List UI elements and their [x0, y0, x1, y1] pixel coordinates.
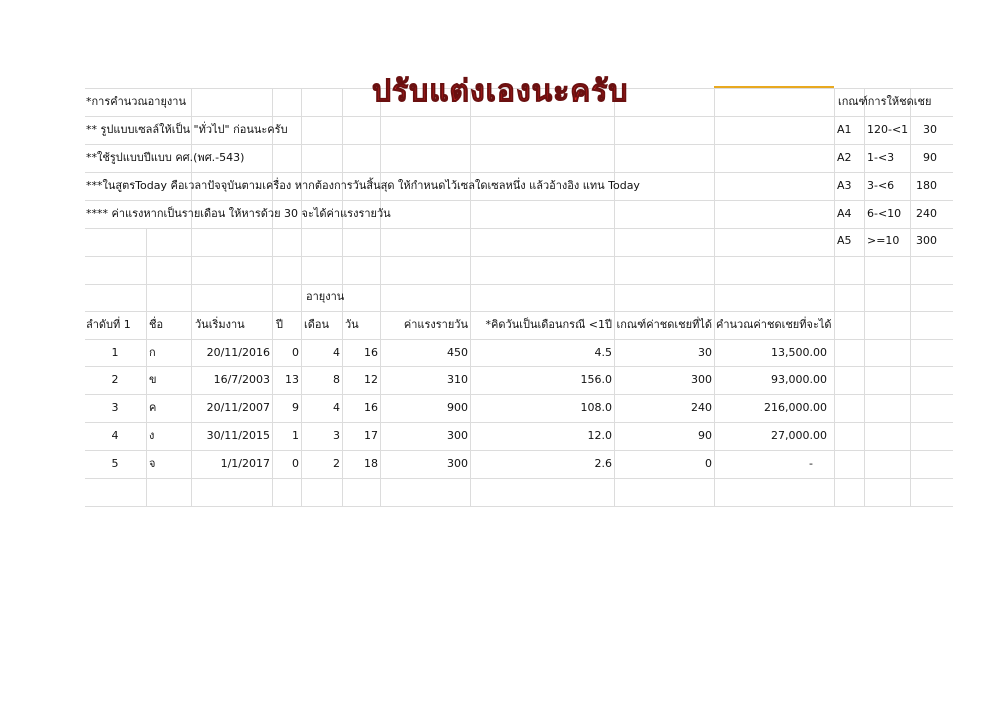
cell-criteria[interactable]: 240 [691, 401, 712, 414]
cell-start-date[interactable]: 20/11/2016 [206, 346, 270, 359]
gridline [470, 88, 471, 507]
cell-months[interactable]: 2 [333, 457, 340, 470]
gridline [714, 88, 715, 507]
cell-months-calc[interactable]: 12.0 [587, 429, 612, 442]
cell-name[interactable]: จ [149, 457, 156, 470]
criteria-code[interactable]: A5 [837, 234, 852, 247]
cell-years[interactable]: 13 [285, 373, 299, 386]
gridline [272, 88, 273, 507]
gridline [614, 88, 615, 507]
cell-months-calc[interactable]: 2.6 [594, 457, 612, 470]
cell-no[interactable]: 5 [111, 457, 119, 470]
gridline [834, 88, 835, 507]
cell-months[interactable]: 3 [333, 429, 340, 442]
criteria-code[interactable]: A2 [837, 151, 852, 164]
gridline [85, 172, 953, 173]
cell-name[interactable]: ก [149, 346, 156, 359]
cell-no[interactable]: 3 [111, 401, 119, 414]
criteria-days[interactable]: 240 [916, 207, 937, 220]
cell-daily-wage[interactable]: 900 [447, 401, 468, 414]
cell-name[interactable]: ง [149, 429, 155, 442]
cell-days[interactable]: 18 [364, 457, 378, 470]
cell-no[interactable]: 4 [111, 429, 119, 442]
gridline [85, 506, 953, 507]
gridline [85, 422, 953, 423]
criteria-header[interactable]: เกณฑ์การให้ชดเชย [838, 95, 932, 108]
cell-months-calc[interactable]: 156.0 [580, 373, 612, 386]
cell-days[interactable]: 16 [364, 401, 378, 414]
cell-start-date[interactable]: 16/7/2003 [213, 373, 270, 386]
gridline [85, 228, 953, 229]
cell-no[interactable]: 2 [111, 373, 119, 386]
cell-daily-wage[interactable]: 450 [447, 346, 468, 359]
gridline [85, 394, 953, 395]
cell-months-calc[interactable]: 4.5 [594, 346, 612, 359]
cell-start-date[interactable]: 1/1/2017 [220, 457, 270, 470]
group-header-work-age[interactable]: อายุงาน [306, 290, 345, 303]
overlay-title: ปรับแต่งเองนะครับ [372, 74, 629, 109]
gridline [85, 144, 953, 145]
criteria-range[interactable]: >=10 [867, 234, 900, 247]
cell-months[interactable]: 4 [333, 401, 340, 414]
gridline [85, 450, 953, 451]
cell-no[interactable]: 1 [111, 346, 119, 359]
cell-start-date[interactable]: 20/11/2007 [206, 401, 270, 414]
cell-criteria[interactable]: 90 [698, 429, 712, 442]
criteria-range[interactable]: 3-<6 [867, 179, 895, 192]
cell-criteria[interactable]: 30 [698, 346, 712, 359]
col-header-start-date[interactable]: วันเริ่มงาน [195, 318, 245, 331]
gridline [85, 256, 953, 257]
col-header-compensation[interactable]: คำนวณค่าชดเชยที่จะได้ [716, 318, 832, 331]
cell-daily-wage[interactable]: 310 [447, 373, 468, 386]
cell-criteria[interactable]: 0 [705, 457, 712, 470]
criteria-days[interactable]: 30 [923, 123, 937, 136]
note-5[interactable]: **** ค่าแรงหากเป็นรายเดือน ให้หารด้วย 30 จะได้ค่าแรงรายวัน [86, 207, 391, 220]
criteria-code[interactable]: A1 [837, 123, 852, 136]
cell-years[interactable]: 1 [292, 429, 299, 442]
gridline [380, 88, 381, 507]
cell-months[interactable]: 8 [333, 373, 340, 386]
note-4[interactable]: ***ในสูตรToday คือเวลาปัจจุบันตามเครื่อง หากต้องการวันสิ้นสุด ให้กำหนดไว้เซลใดเซลหนึ่ง แล้วอ้างอิง แทน Today [86, 179, 640, 192]
cell-days[interactable]: 17 [364, 429, 378, 442]
col-header-criteria[interactable]: เกณฑ์ค่าชดเชยที่ได้ [616, 318, 712, 331]
gridline [85, 339, 953, 340]
cell-months[interactable]: 4 [333, 346, 340, 359]
gridline [85, 366, 953, 367]
note-1[interactable]: *การคำนวณอายุงาน [86, 95, 186, 108]
cell-name[interactable]: ค [149, 401, 157, 414]
criteria-range[interactable]: 1-<3 [867, 151, 895, 164]
col-header-daily-wage[interactable]: ค่าแรงรายวัน [403, 318, 468, 331]
col-header-days[interactable]: วัน [345, 318, 359, 331]
cell-compensation[interactable]: 93,000.00 [771, 373, 827, 386]
gridline [85, 116, 953, 117]
gridline [910, 88, 911, 507]
gridline [85, 478, 953, 479]
cell-daily-wage[interactable]: 300 [447, 457, 468, 470]
gridline [85, 284, 953, 285]
gridline [85, 311, 953, 312]
cell-years[interactable]: 0 [292, 346, 299, 359]
criteria-code[interactable]: A4 [837, 207, 852, 220]
selected-cell-border [714, 86, 834, 88]
col-header-name[interactable]: ชื่อ [149, 318, 164, 331]
note-3[interactable]: **ใช้รูปแบบปีแบบ คศ.(พศ.-543) [86, 151, 245, 164]
cell-compensation[interactable]: 216,000.00 [764, 401, 827, 414]
note-2[interactable]: ** รูปแบบเซลล์ให้เป็น "ทั่วไป" ก่อนนะครับ [86, 123, 288, 136]
cell-name[interactable]: ข [149, 373, 157, 386]
criteria-range[interactable]: 120-<1 [867, 123, 909, 136]
cell-daily-wage[interactable]: 300 [447, 429, 468, 442]
gridline [864, 88, 865, 507]
gridline [85, 200, 953, 201]
gridline [146, 229, 147, 507]
gridline [301, 88, 302, 507]
cell-months-calc[interactable]: 108.0 [580, 401, 612, 414]
criteria-days[interactable]: 90 [923, 151, 937, 164]
criteria-days[interactable]: 300 [916, 234, 937, 247]
col-header-years[interactable]: ปี [276, 318, 283, 331]
cell-years[interactable]: 9 [292, 401, 299, 414]
col-header-months[interactable]: เดือน [304, 318, 330, 331]
col-header-months-calc[interactable]: *คิดวันเป็นเดือนกรณี <1ปี [485, 318, 612, 331]
cell-start-date[interactable]: 30/11/2015 [206, 429, 270, 442]
cell-days[interactable]: 16 [364, 346, 378, 359]
cell-compensation[interactable]: 27,000.00 [771, 429, 827, 442]
cell-days[interactable]: 12 [364, 373, 378, 386]
cell-compensation[interactable]: 13,500.00 [771, 346, 827, 359]
col-header-no[interactable]: ลำดับที่ 1 [86, 318, 131, 331]
cell-compensation[interactable]: - [809, 457, 813, 470]
cell-years[interactable]: 0 [292, 457, 299, 470]
criteria-days[interactable]: 180 [916, 179, 937, 192]
cell-criteria[interactable]: 300 [691, 373, 712, 386]
criteria-range[interactable]: 6-<10 [867, 207, 902, 220]
criteria-code[interactable]: A3 [837, 179, 852, 192]
